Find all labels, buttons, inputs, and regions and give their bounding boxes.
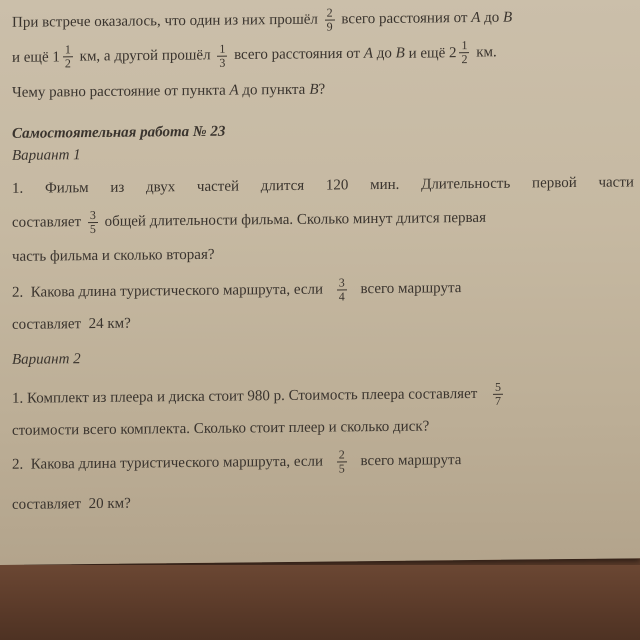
fraction bbox=[337, 276, 347, 303]
v2-task2-line1 bbox=[12, 445, 640, 479]
task-word: длится bbox=[260, 177, 305, 195]
wooden-table bbox=[0, 565, 640, 640]
intro-line-2 bbox=[12, 37, 640, 71]
fraction-denominator: 3 bbox=[219, 55, 226, 70]
v2-task2-line2: составляет 20 км? bbox=[12, 495, 131, 513]
intro-text: до bbox=[484, 9, 500, 26]
task-text: составляет bbox=[12, 214, 82, 231]
fraction-numerator: 1 bbox=[219, 41, 226, 56]
task-text: 2. Какова длина туристического маршрута, если bbox=[12, 453, 324, 473]
point-label: A bbox=[229, 82, 239, 99]
task-word: 120 bbox=[325, 177, 349, 194]
intro-text: до bbox=[376, 45, 392, 62]
fraction-numerator: 5 bbox=[495, 379, 502, 394]
intro-text: ? bbox=[318, 81, 326, 98]
fraction-numerator: 3 bbox=[338, 275, 345, 290]
fraction-denominator: 9 bbox=[326, 19, 333, 34]
v2-task1-line2: стоимости всего комплекта. Сколько стоит плеер и сколько диск? bbox=[12, 418, 430, 439]
task-text: 2. Какова длина туристического маршрута, если bbox=[12, 281, 324, 301]
fraction-denominator: 2 bbox=[461, 52, 468, 67]
fraction bbox=[217, 42, 227, 69]
fraction-numerator: 2 bbox=[326, 5, 333, 20]
task-text: всего маршрута bbox=[360, 280, 462, 298]
v1-task2-line2: составляет 24 км? bbox=[12, 315, 131, 333]
task-word: 1. bbox=[12, 180, 24, 197]
fraction-denominator: 5 bbox=[338, 461, 345, 476]
fraction bbox=[63, 43, 73, 70]
intro-text: км, а другой прошёл bbox=[79, 47, 211, 65]
intro-text: и ещё 2 bbox=[408, 44, 457, 62]
intro-line-1 bbox=[12, 3, 640, 37]
fraction bbox=[88, 209, 98, 236]
intro-line-3 bbox=[12, 77, 640, 102]
intro-text: всего расстояния от bbox=[341, 10, 468, 28]
fraction bbox=[493, 381, 503, 408]
task-word: части bbox=[598, 174, 634, 191]
intro-text: всего расстояния от bbox=[234, 45, 361, 64]
fraction bbox=[337, 448, 347, 475]
task-text: 1. Комплект из плеера и диска стоит 980 р. Стоимость плеера составляет bbox=[12, 385, 478, 407]
point-label: B bbox=[395, 45, 405, 62]
fraction-numerator: 3 bbox=[89, 207, 96, 223]
task-word: мин. bbox=[370, 176, 400, 194]
fraction bbox=[459, 39, 469, 66]
intro-text: При встрече оказалось, что один из них прошёл bbox=[12, 11, 318, 31]
fraction-denominator: 5 bbox=[89, 221, 96, 237]
fraction-denominator: 7 bbox=[495, 393, 502, 408]
point-label: A bbox=[363, 45, 374, 62]
fraction-numerator: 2 bbox=[338, 447, 345, 462]
task-word: Фильм bbox=[44, 180, 89, 197]
point-label: B bbox=[309, 81, 319, 98]
intro-text: Чему равно расстояние от пункта bbox=[12, 82, 226, 101]
intro-text: и ещё 1 bbox=[12, 48, 60, 66]
task-text: общей длительности фильма. Сколько минут длится первая bbox=[104, 209, 486, 230]
section-title: Самостоятельная работа № 23 bbox=[12, 123, 226, 142]
fraction-denominator: 4 bbox=[338, 289, 345, 304]
task-word: частей bbox=[196, 178, 240, 195]
fraction-numerator: 1 bbox=[461, 38, 468, 53]
intro-text: до пункта bbox=[242, 81, 306, 99]
task-word: Длительность bbox=[421, 175, 511, 193]
v1-task1-line3: часть фильма и сколько вторая? bbox=[12, 246, 215, 265]
v1-task1-line1 bbox=[12, 173, 634, 198]
fraction-denominator: 2 bbox=[64, 56, 71, 71]
fraction-numerator: 1 bbox=[64, 42, 71, 57]
mixed-number bbox=[12, 43, 76, 71]
point-label: A bbox=[471, 9, 481, 27]
variant-1-heading: Вариант 1 bbox=[12, 147, 81, 164]
v1-task2-line1 bbox=[12, 273, 640, 307]
fraction bbox=[325, 6, 335, 33]
point-label: B bbox=[503, 9, 513, 26]
v2-task1-line1 bbox=[12, 379, 640, 413]
task-word: первой bbox=[532, 174, 577, 192]
task-text: всего маршрута bbox=[360, 452, 462, 470]
task-word: двух bbox=[146, 179, 176, 196]
v1-task1-line2 bbox=[12, 203, 640, 237]
variant-2-heading: Вариант 2 bbox=[12, 351, 81, 368]
task-word: из bbox=[110, 179, 125, 196]
intro-text: км. bbox=[476, 44, 497, 61]
mixed-number bbox=[409, 39, 473, 67]
